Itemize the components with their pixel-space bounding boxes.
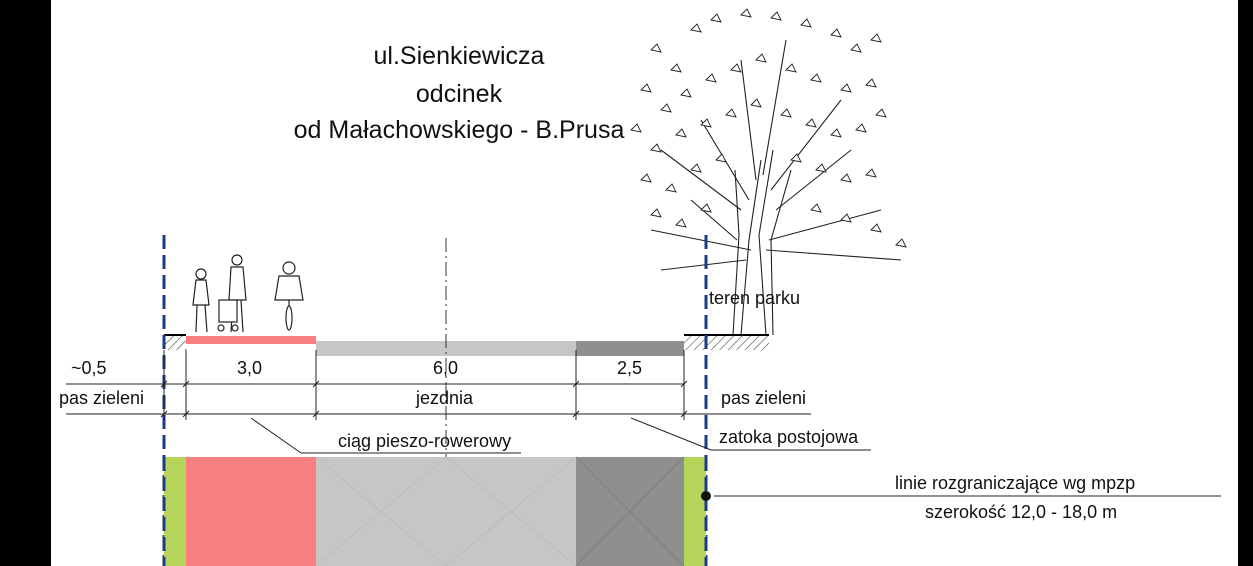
cross-section-drawing — [51, 0, 1238, 566]
label-ciag-pieszo-rowerowy: ciąg pieszo-rowerowy — [338, 431, 512, 451]
label-jezdnia: jezdnia — [416, 388, 474, 408]
label-linie-rozgraniczajace: linie rozgraniczające wg mpzp — [895, 473, 1136, 493]
plan-green-left — [164, 457, 186, 566]
title-line-2: odcinek — [415, 80, 503, 108]
ground-hatch-left — [164, 336, 186, 350]
stroller-pedestrian-icon — [218, 255, 246, 332]
width-roadway: 6,0 — [433, 358, 459, 378]
ground-hatch-right — [684, 336, 769, 350]
plan-sidewalk — [186, 457, 316, 566]
parking-surface — [576, 341, 684, 356]
title-line-1: ul.Sienkiewicza — [373, 42, 545, 70]
plan-green-right — [684, 457, 706, 566]
title-line-3: od Małachowskiego - B.Prusa — [293, 116, 625, 144]
label-szerokosc: szerokość 12,0 - 18,0 m — [925, 502, 1118, 522]
label-pas-zieleni-right: pas zieleni — [721, 388, 807, 408]
sidewalk-surface — [186, 336, 316, 344]
boundary-marker-icon — [701, 491, 711, 501]
width-parking: 2,5 — [617, 358, 643, 378]
pedestrian-icon — [193, 269, 209, 332]
width-green-left: ~0,5 — [71, 358, 107, 378]
tree-icon — [631, 9, 906, 335]
label-zatoka-postojowa: zatoka postojowa — [719, 427, 859, 447]
label-pas-zieleni-left: pas zieleni — [59, 388, 145, 408]
cyclist-icon — [275, 262, 303, 330]
width-sidewalk: 3,0 — [237, 358, 263, 378]
plan-roadway — [316, 457, 576, 566]
label-teren-parku: teren parku — [709, 288, 801, 308]
